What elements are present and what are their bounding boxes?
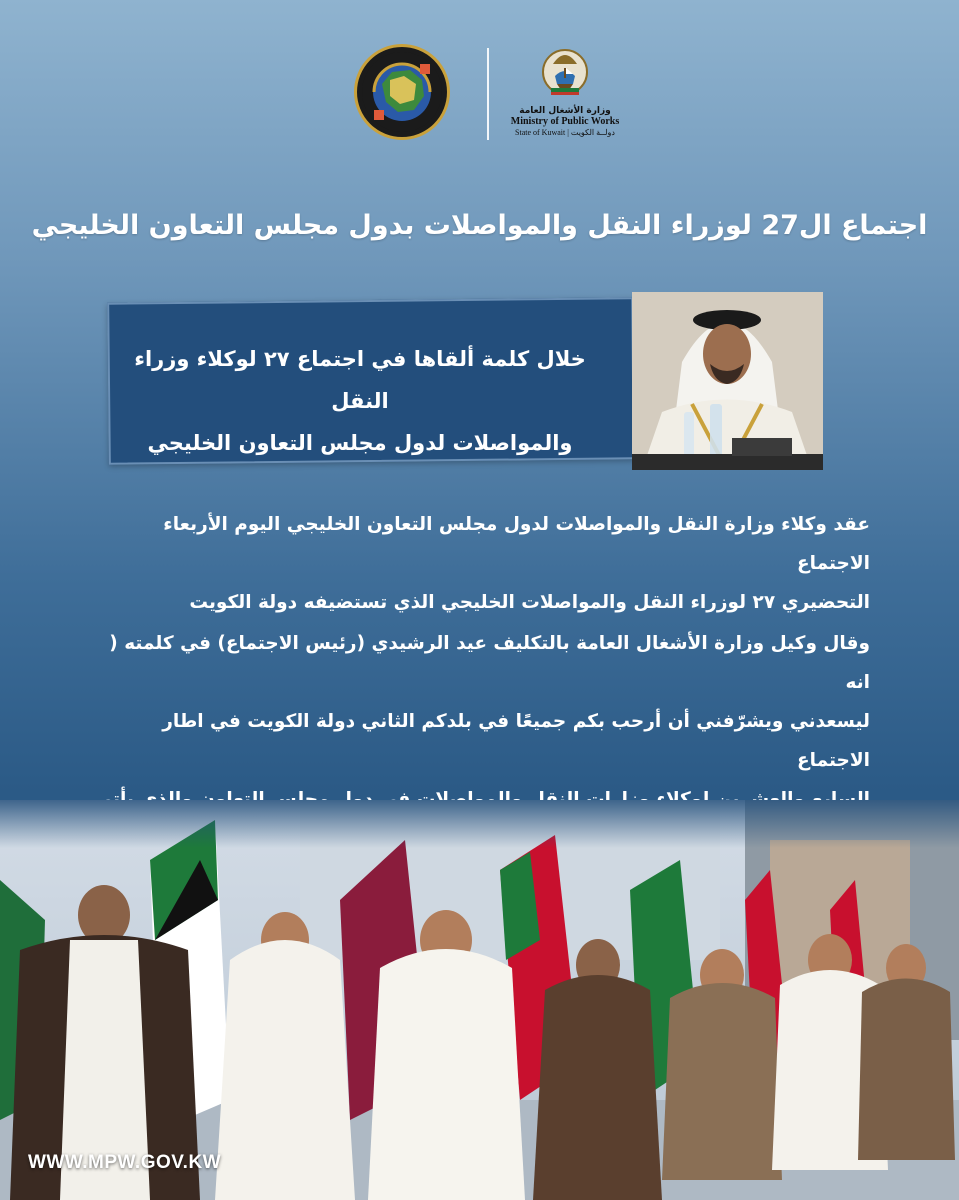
ministers-group-photo bbox=[0, 800, 959, 1200]
banner-text bbox=[120, 338, 600, 464]
paragraph-1 bbox=[90, 505, 870, 622]
post-title: اجتماع ال27 لوزراء النقل والمواصلات بدول مجلس التعاون الخليجي bbox=[31, 210, 928, 241]
logo-divider bbox=[487, 48, 489, 140]
mpw-state-ar: دولــة الكويت bbox=[570, 128, 615, 137]
kuwait-emblem-icon bbox=[535, 40, 595, 100]
mpw-logo bbox=[505, 40, 625, 148]
paragraph-2-line-2: ليسعدني ويشرّفني أن أرحب بكم جميعًا في بلدكم الثاني دولة الكويت في اطار الاجتماع bbox=[162, 711, 870, 771]
mpw-state-separator: | bbox=[567, 128, 571, 137]
mpw-name-en: Ministry of Public Works bbox=[510, 116, 620, 127]
paragraph-1-line-2: التحضيري ٢٧ لوزراء النقل والمواصلات الخليجي الذي تستضيفه دولة الكويت bbox=[189, 592, 870, 613]
gcc-emblem-icon bbox=[360, 50, 444, 134]
paragraph-2-line-1: وقال وكيل وزارة الأشغال العامة بالتكليف عيد الرشيدي (رئيس الاجتماع) في كلمته ( انه bbox=[109, 633, 870, 693]
banner-line-2: والمواصلات لدول مجلس التعاون الخليجي bbox=[147, 431, 573, 455]
group-photo-illustration bbox=[0, 800, 959, 1200]
banner-line-1: خلال كلمة ألقاها في اجتماع ٢٧ لوكلاء وزراء النقل bbox=[134, 347, 586, 413]
paragraph-1-line-1: عقد وكلاء وزارة النقل والمواصلات لدول مجلس التعاون الخليجي اليوم الأربعاء الاجتماع bbox=[163, 514, 870, 574]
speaker-photo bbox=[632, 292, 823, 470]
website-url[interactable]: WWW.MPW.GOV.KW bbox=[28, 1152, 222, 1173]
header-logos bbox=[0, 40, 959, 150]
mpw-state-en: State of Kuwait bbox=[515, 128, 566, 137]
mpw-state bbox=[505, 128, 625, 137]
speaker-illustration bbox=[632, 292, 823, 470]
gcc-logo bbox=[354, 44, 450, 140]
mpw-name-ar: وزارة الأشغال العامة bbox=[519, 106, 611, 116]
